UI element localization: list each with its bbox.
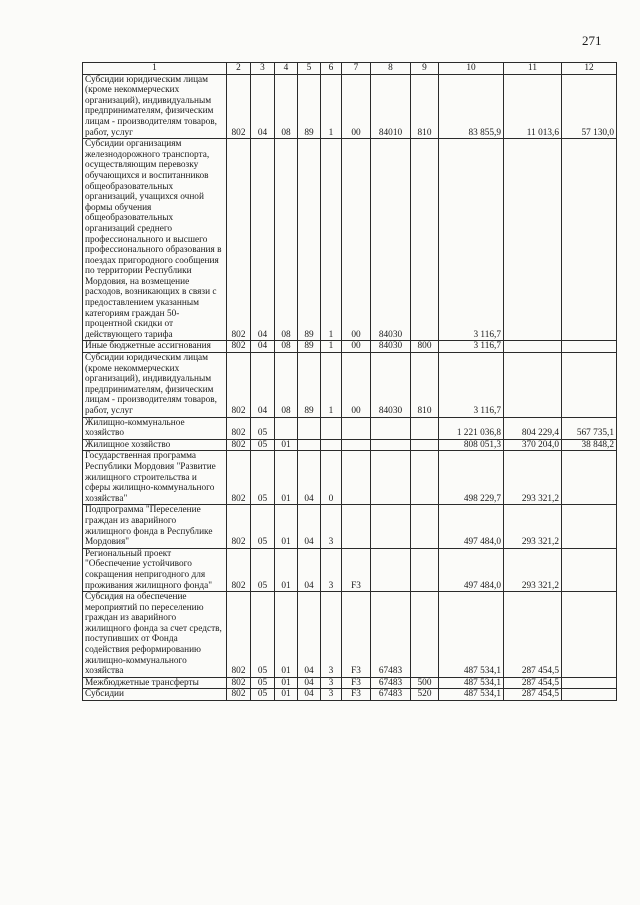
section-code-cell: 05 [251,451,275,505]
chapter-code-cell: 802 [227,689,251,701]
row-name-cell: Жилищно-коммунальное хозяйство [83,417,227,439]
amount-year-1-cell: 3 116,7 [439,341,504,353]
row-name-cell: Субсидии юридическим лицам (кроме некоммерческих организаций), индивидуальным предпринимателям, физическим лицам - производителям товаров, работ, услуг [83,353,227,418]
amount-year-1-cell: 487 534,1 [439,592,504,678]
row-name-cell: Жилищное хозяйство [83,439,227,451]
expense-type-code-cell: 520 [411,689,439,701]
project-code-cell: F3 [342,548,371,591]
amount-year-2-cell: 287 454,5 [504,689,562,701]
program-code-cell [298,439,321,451]
expense-type-code-cell [411,451,439,505]
section-code-cell: 04 [251,139,275,341]
amount-year-3-cell: 57 130,0 [562,74,617,139]
expense-type-code-cell: 810 [411,353,439,418]
table-row [83,341,617,353]
expense-type-code-cell [411,592,439,678]
amount-year-2-cell: 370 204,0 [504,439,562,451]
amount-year-1-cell: 498 229,7 [439,451,504,505]
subsection-code-cell: 01 [275,548,298,591]
project-code-cell: 00 [342,139,371,341]
direction-code-cell: 67483 [371,592,411,678]
expense-type-code-cell: 800 [411,341,439,353]
subprogram-code-cell: 3 [321,548,342,591]
amount-year-1-cell: 497 484,0 [439,548,504,591]
project-code-cell: 00 [342,353,371,418]
program-code-cell: 89 [298,353,321,418]
direction-code-cell [371,439,411,451]
subsection-code-cell: 08 [275,353,298,418]
subsection-code-cell: 01 [275,439,298,451]
table-row [83,74,617,139]
chapter-code-cell: 802 [227,139,251,341]
amount-year-3-cell: 567 735,1 [562,417,617,439]
column-header: 6 [321,63,342,75]
subprogram-code-cell: 3 [321,592,342,678]
program-code-cell: 04 [298,505,321,548]
amount-year-3-cell [562,341,617,353]
column-header: 2 [227,63,251,75]
expense-type-code-cell [411,439,439,451]
table-row [83,353,617,418]
amount-year-2-cell: 293 321,2 [504,548,562,591]
subprogram-code-cell: 1 [321,74,342,139]
subsection-code-cell: 08 [275,341,298,353]
amount-year-1-cell: 808 051,3 [439,439,504,451]
amount-year-2-cell: 287 454,5 [504,592,562,678]
project-code-cell: 00 [342,341,371,353]
amount-year-3-cell [562,548,617,591]
row-name-cell: Подпрограмма "Переселение граждан из аварийного жилищного фонда в Республике Мордовия" [83,505,227,548]
section-code-cell: 05 [251,592,275,678]
table-row [83,139,617,341]
amount-year-2-cell: 11 013,6 [504,74,562,139]
column-header: 12 [562,63,617,75]
chapter-code-cell: 802 [227,341,251,353]
column-header: 3 [251,63,275,75]
project-code-cell [342,417,371,439]
column-header: 4 [275,63,298,75]
expense-type-code-cell [411,505,439,548]
project-code-cell [342,439,371,451]
program-code-cell: 04 [298,548,321,591]
subsection-code-cell: 08 [275,139,298,341]
column-header: 10 [439,63,504,75]
amount-year-1-cell: 487 534,1 [439,677,504,689]
column-header: 11 [504,63,562,75]
subprogram-code-cell: 3 [321,689,342,701]
subsection-code-cell: 01 [275,689,298,701]
row-name-cell: Иные бюджетные ассигнования [83,341,227,353]
table-row [83,548,617,591]
direction-code-cell [371,548,411,591]
section-code-cell: 04 [251,353,275,418]
column-header: 7 [342,63,371,75]
program-code-cell: 04 [298,689,321,701]
direction-code-cell [371,417,411,439]
chapter-code-cell: 802 [227,677,251,689]
program-code-cell: 04 [298,451,321,505]
subsection-code-cell: 08 [275,74,298,139]
column-header: 8 [371,63,411,75]
expense-type-code-cell [411,139,439,341]
subprogram-code-cell: 0 [321,451,342,505]
chapter-code-cell: 802 [227,74,251,139]
amount-year-1-cell: 3 116,7 [439,353,504,418]
column-header: 1 [83,63,227,75]
subprogram-code-cell: 1 [321,341,342,353]
table-row [83,505,617,548]
amount-year-3-cell [562,592,617,678]
section-code-cell: 05 [251,505,275,548]
table-row [83,592,617,678]
amount-year-3-cell [562,677,617,689]
expense-type-code-cell: 810 [411,74,439,139]
table-row [83,451,617,505]
row-name-cell: Межбюджетные трансферты [83,677,227,689]
program-code-cell: 04 [298,592,321,678]
direction-code-cell: 84030 [371,341,411,353]
amount-year-1-cell: 497 484,0 [439,505,504,548]
expense-type-code-cell [411,417,439,439]
column-header: 5 [298,63,321,75]
chapter-code-cell: 802 [227,592,251,678]
subsection-code-cell: 01 [275,451,298,505]
amount-year-2-cell [504,341,562,353]
section-code-cell: 04 [251,341,275,353]
column-header: 9 [411,63,439,75]
row-name-cell: Субсидии организациям железнодорожного транспорта, осуществляющим перевозку обучающихся и воспитанников общеобразовательных организаций, учащихся очной формы обучения общеобразовательных организаций среднего профессионального и высшего профессионального образования в поездах пригородного сообщения по территории Республики Мордовия, на возмещение расходов, возникающих в связи с предоставлением указанным категориям граждан 50-процентной скидки от действующего тарифа [83,139,227,341]
amount-year-1-cell: 83 855,9 [439,74,504,139]
amount-year-1-cell: 1 221 036,8 [439,417,504,439]
table-row [83,689,617,701]
subsection-code-cell: 01 [275,505,298,548]
project-code-cell: F3 [342,689,371,701]
project-code-cell: F3 [342,677,371,689]
section-code-cell: 05 [251,439,275,451]
amount-year-3-cell [562,139,617,341]
amount-year-2-cell: 287 454,5 [504,677,562,689]
amount-year-3-cell [562,451,617,505]
direction-code-cell: 67483 [371,677,411,689]
table-header-row [83,63,617,75]
subprogram-code-cell [321,439,342,451]
subsection-code-cell: 01 [275,592,298,678]
expense-type-code-cell [411,548,439,591]
chapter-code-cell: 802 [227,417,251,439]
subsection-code-cell: 01 [275,677,298,689]
amount-year-1-cell: 3 116,7 [439,139,504,341]
project-code-cell: F3 [342,592,371,678]
project-code-cell [342,451,371,505]
row-name-cell: Государственная программа Республики Мордовия "Развитие жилищного строительства и сферы жилищно-коммунального хозяйства" [83,451,227,505]
row-name-cell: Региональный проект "Обеспечение устойчивого сокращения непригодного для проживания жилищного фонда" [83,548,227,591]
row-name-cell: Субсидия на обеспечение мероприятий по переселению граждан из аварийного жилищного фонда за счет средств, поступивших от Фонда содействия реформированию жилищно-коммунального хозяйства [83,592,227,678]
subprogram-code-cell [321,417,342,439]
row-name-cell: Субсидии [83,689,227,701]
amount-year-2-cell [504,139,562,341]
amount-year-2-cell: 293 321,2 [504,451,562,505]
chapter-code-cell: 802 [227,548,251,591]
row-name-cell: Субсидии юридическим лицам (кроме некоммерческих организаций), индивидуальным предпринимателям, физическим лицам - производителям товаров, работ, услуг [83,74,227,139]
direction-code-cell [371,505,411,548]
direction-code-cell: 84030 [371,353,411,418]
project-code-cell: 00 [342,74,371,139]
amount-year-2-cell: 293 321,2 [504,505,562,548]
page-number: 271 [582,33,602,48]
direction-code-cell [371,451,411,505]
amount-year-2-cell [504,353,562,418]
section-code-cell: 05 [251,548,275,591]
budget-table [82,62,617,701]
section-code-cell: 05 [251,689,275,701]
amount-year-3-cell: 38 848,2 [562,439,617,451]
table-row [83,439,617,451]
subsection-code-cell [275,417,298,439]
direction-code-cell: 84010 [371,74,411,139]
amount-year-3-cell [562,689,617,701]
project-code-cell [342,505,371,548]
section-code-cell: 05 [251,677,275,689]
direction-code-cell: 84030 [371,139,411,341]
chapter-code-cell: 802 [227,505,251,548]
section-code-cell: 05 [251,417,275,439]
table-row [83,677,617,689]
amount-year-3-cell [562,505,617,548]
amount-year-3-cell [562,353,617,418]
table-row [83,417,617,439]
subprogram-code-cell: 3 [321,677,342,689]
chapter-code-cell: 802 [227,451,251,505]
section-code-cell: 04 [251,74,275,139]
chapter-code-cell: 802 [227,353,251,418]
subprogram-code-cell: 1 [321,139,342,341]
program-code-cell [298,417,321,439]
subprogram-code-cell: 1 [321,353,342,418]
chapter-code-cell: 802 [227,439,251,451]
program-code-cell: 04 [298,677,321,689]
program-code-cell: 89 [298,341,321,353]
direction-code-cell: 67483 [371,689,411,701]
amount-year-1-cell: 487 534,1 [439,689,504,701]
amount-year-2-cell: 804 229,4 [504,417,562,439]
program-code-cell: 89 [298,139,321,341]
expense-type-code-cell: 500 [411,677,439,689]
program-code-cell: 89 [298,74,321,139]
subprogram-code-cell: 3 [321,505,342,548]
